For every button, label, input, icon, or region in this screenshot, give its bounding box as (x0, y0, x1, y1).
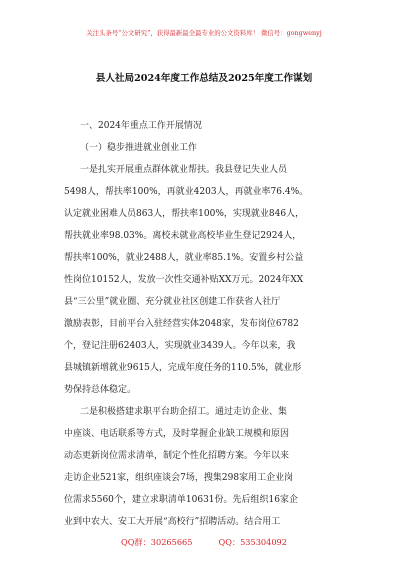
paragraph-line: 位需求5560个，建立求职清单10631份。先后组织16家企 (64, 495, 298, 505)
paragraph-line: 中座谈、电话联系等方式，及时掌握企业缺工规模和原因 (64, 429, 290, 439)
paragraph-line: 帮扶就业率98.03%。离校未就业高校毕业生登记2924人， (64, 231, 302, 241)
paragraph-line: 个，登记注册62403人，实现就业3439人。今年以来，我 (64, 341, 296, 351)
paragraph-line: 县城镇新增就业9615人，完成年度任务的110.5%，就业形 (64, 363, 302, 373)
section-heading: 一、2024年重点工作开展情况 (80, 121, 202, 131)
paragraph-line: 二是积极搭建求职平台助企招工。通过走访企业、集 (80, 407, 288, 417)
subsection-heading: （一）稳步推进就业创业工作 (80, 143, 198, 153)
paragraph-line: 激励表彰，目前平台入驻经营实体2048家，发布岗位6782 (64, 319, 299, 329)
paragraph-line: 走访企业521家，组织座谈会7场，搜集298家用工企业岗 (64, 473, 294, 483)
paragraph-line: 动态更新岗位需求清单，制定个性化招聘方案。今年以来 (64, 451, 290, 461)
document-title: 县人社局2024年度工作总结及2025年度工作谋划 (95, 73, 313, 84)
qq-contact-number: QQ：535304092 (218, 537, 287, 547)
paragraph-line: 认定就业困难人员863人，帮扶率100%，实现就业846人， (64, 209, 305, 219)
paragraph-line: 势保持总体稳定。 (64, 385, 137, 395)
paragraph-line: 一是扎实开展重点群体就业帮扶。我县登记失业人员 (80, 165, 288, 175)
paragraph-line: 5498人，帮扶率100%，再就业4203人，再就业率76.4%。 (64, 187, 309, 197)
qq-group-number: QQ群：30265665 (121, 537, 193, 547)
paragraph-line: 业到中农大、安工大开展“高校行”招聘活动。结合用工 (64, 517, 281, 527)
header-promo-banner: 关注头条号“公文研究”，获得最新最全最专业的公文资料库！ 微信号：gongwenyj (86, 29, 322, 37)
paragraph-line: 帮扶率100%，就业2488人，就业率85.1%。安置乡村公益 (64, 253, 304, 263)
paragraph-line: 性岗位10152人，发放一次性交通补贴XX万元。2024年XX (64, 275, 304, 285)
footer-contact (0, 537, 408, 548)
paragraph-line: 县“三公里”就业圈、充分就业社区创建工作获省人社厅 (64, 297, 281, 307)
